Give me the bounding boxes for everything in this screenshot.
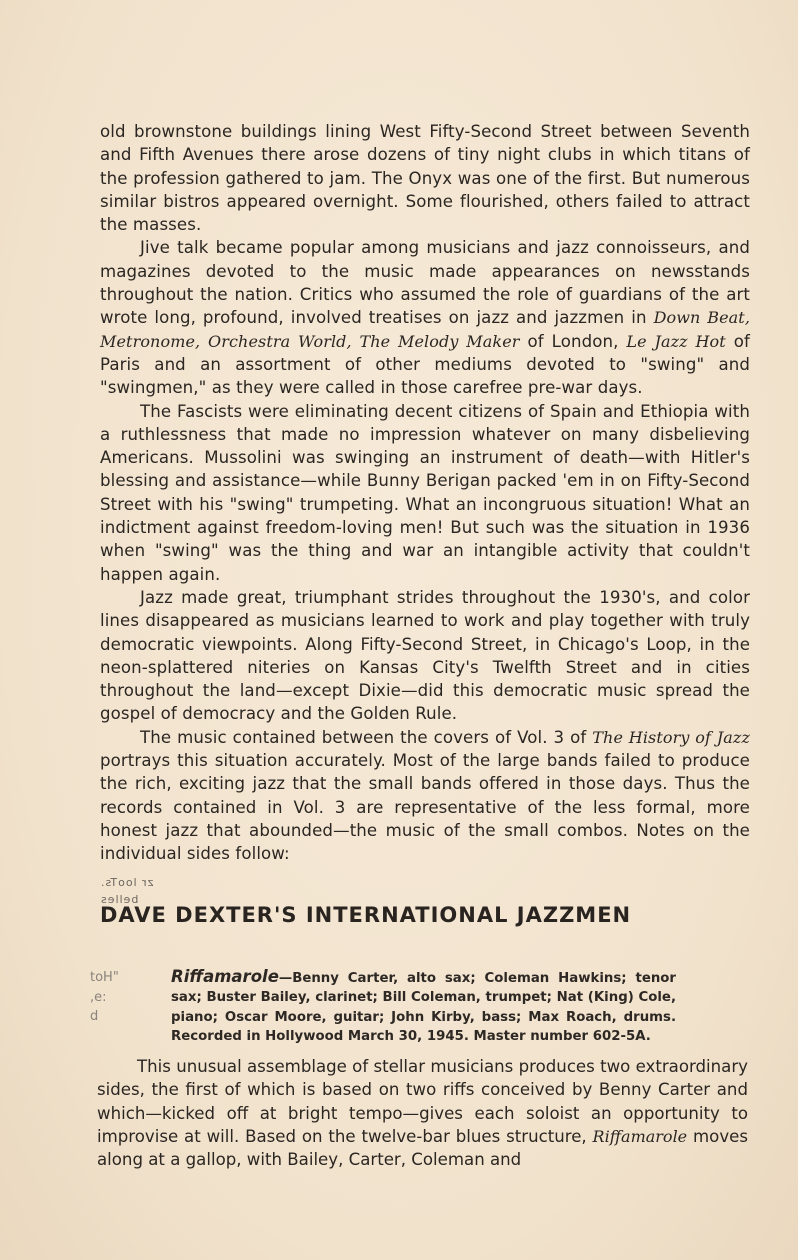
bleed-through-text-1: zr looTs. <box>100 876 154 889</box>
margin-marks <box>90 968 140 1027</box>
paragraph-6: This unusual assemblage of stellar musicians produces two extraordinary sides, the first of which is based on two riffs conceived by Benny Carter and which—kicked off at bright tempo—gives each soloist an opportunity to improvise at will. Based on the twelve-bar blues structure, Riffamarole moves along at a gallop, with Bailey, Carter, Coleman and <box>97 1057 748 1170</box>
bleed-through-text-2: belles <box>100 893 139 906</box>
body-text <box>100 120 750 866</box>
magazine-title-le-jazz-hot: Le Jazz Hot <box>626 331 726 351</box>
margin-mark-2: ,e: <box>90 989 107 1005</box>
paragraph-3: The Fascists were eliminating decent citizens of Spain and Ethiopia with a ruthlessness that made no impression whatever on many disbelieving Americans. Mussolini was swinging an instrument of death—with Hitler's blessing and assistance—while Bunny Berigan packed 'em in on Fifty-Second Street with his "swing" trumpeting. What an incongruous situation! What an indictment against freedom-loving men! But such was the situation in 1936 when "swing" was the thing and war an intangible activity that couldn't happen again. <box>100 401 750 584</box>
paragraph-4: Jazz made great, triumphant strides throughout the 1930's, and color lines disappeared as musicians learned to work and play together with truly democratic viewpoints. Along Fifty-Second Street, in Chicago's Loop, in the neon-splattered niteries on Kansas City's Twelfth Street and in cities throughout the land—except Dixie—did this democratic music spread the gospel of democracy and the Golden Rule. <box>100 587 750 724</box>
section-heading: DAVE DEXTER'S INTERNATIONAL JAZZMEN <box>100 903 632 927</box>
closing-text <box>97 1055 748 1171</box>
record-title-inline: Riffamarole <box>592 1126 688 1146</box>
record-entry <box>171 967 676 1047</box>
paragraph-1: old brownstone buildings lining West Fifty-Second Street between Seventh and Fifth Avenues there arose dozens of tiny night clubs in which titans of the profession gathered to jam. The Onyx was one of the first. But numerous similar bistros appeared overnight. Some flourished, others failed to attract the masses. <box>100 122 750 235</box>
book-title: The History of Jazz <box>592 727 750 747</box>
margin-mark-3: d <box>90 1009 99 1024</box>
paragraph-2: Jive talk became popular among musicians and jazz connoisseurs, and magazines devoted to the music made appearances on newsstands throughout the nation. Critics who assumed the role of guardians of the art wrote long, profound, involved treatises on jazz and jazzmen in Down Beat, Metronome, Orchestra World, The Melody Maker of London, Le Jazz Hot of Paris and an assortment of other mediums devoted to "swing" and "swingmen," as they were called in those carefree pre-war days. <box>100 238 750 398</box>
margin-mark-1: toH" <box>90 970 119 985</box>
record-title: Riffamarole <box>171 967 279 986</box>
paragraph-5: The music contained between the covers of Vol. 3 of The History of Jazz portrays this situation accurately. Most of the large bands failed to produce the rich, exciting jazz that the small bands offered in those days. Thus the records contained in Vol. 3 are representative of the less formal, more honest jazz that abounded—the music of the small combos. Notes on the individual sides follow: <box>100 727 750 864</box>
magazine-titles: Down Beat, Metronome, Orchestra World, The Melody Maker <box>100 308 750 351</box>
record-details: —Benny Carter, alto sax; Coleman Hawkins; tenor sax; Buster Bailey, clarinet; Bill Coleman, trumpet; Nat (King) Cole, piano; Oscar Moore, guitar; John Kirby, bass; Max Roach, drums. Recorded in Hollywood March 30, 1945. Master number 602-5A. <box>171 971 676 1045</box>
